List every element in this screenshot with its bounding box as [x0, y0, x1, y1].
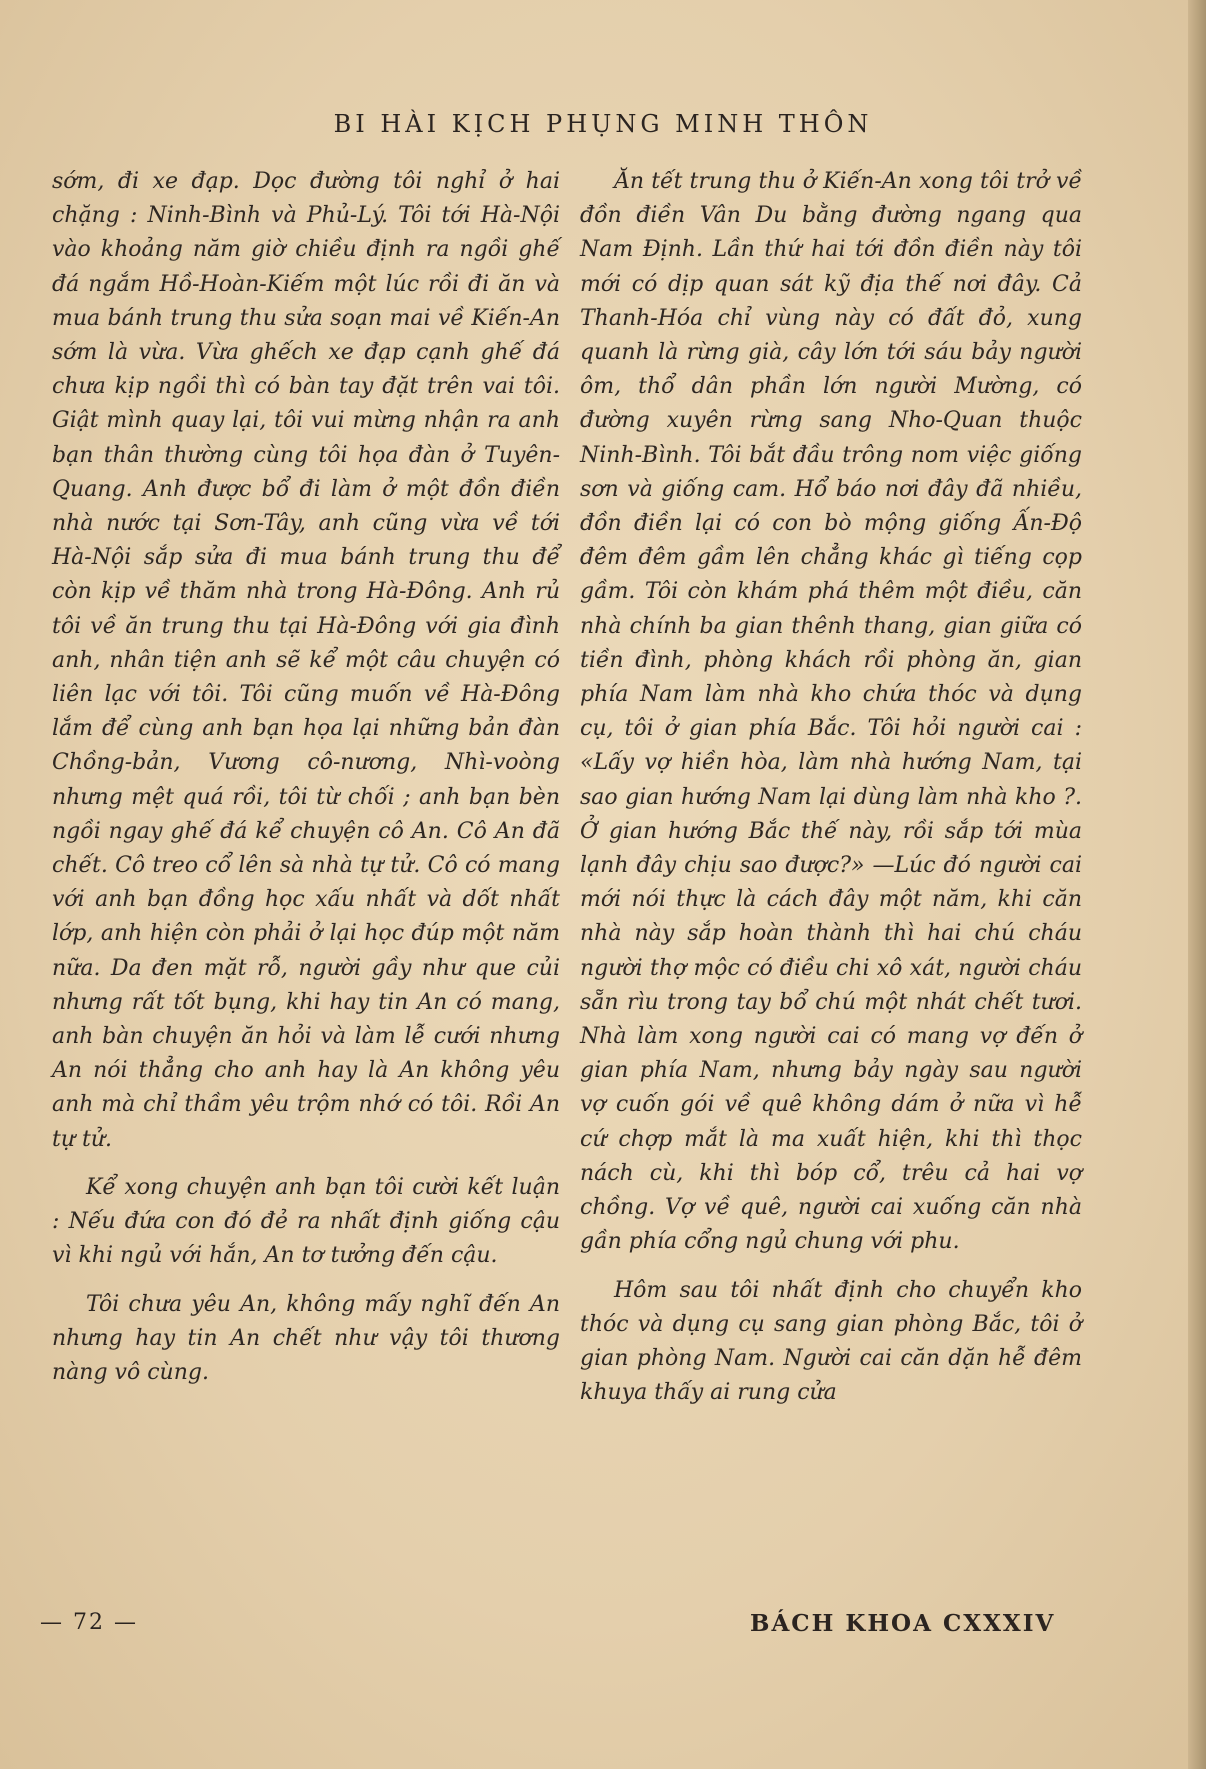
left-column	[52, 165, 560, 1404]
right-column	[580, 165, 1082, 1424]
page-number: — 72 —	[40, 1610, 138, 1635]
page-title: BI HÀI KỊCH PHỤNG MINH THÔN	[333, 110, 873, 138]
paper-edge	[1188, 0, 1206, 1769]
paragraph: Hôm sau tôi nhất định cho chuyển kho thóc và dụng cụ sang gian phòng Bắc, tôi ở gian phòng Nam. Người cai căn dặn hễ đêm khuya thấy ai rung cửa	[580, 1277, 1082, 1406]
paragraph: Tôi chưa yêu An, không mấy nghĩ đến An nhưng hay tin An chết như vậy tôi thương nàng vô cùng.	[52, 1291, 560, 1385]
paragraph: Ăn tết trung thu ở Kiến-An xong tôi trở về đồn điền Vân Du bằng đường ngang qua Nam Định. Lần thứ hai tới đồn điền này tôi mới có dịp quan sát kỹ địa thế nơi đây. Cả Thanh-Hóa chỉ vùng này có đất đỏ, xung quanh là rừng già, cây lớn tới sáu bảy người ôm, thổ dân phần lớn người Mường, có đường xuyên rừng sang Nho-Quan thuộc Ninh-Bình. Tôi bắt đầu trông nom việc giống sơn và giống cam. Hổ báo nơi đây đã nhiều, đồn điền lại có con bò mộng giống Ấn-Độ đêm đêm gầm lên chẳng khác gì tiếng cọp gầm. Tôi còn khám phá thêm một điều, căn nhà chính ba gian thênh thang, gian giữa có tiền đình, phòng khách rồi phòng ăn, gian phía Nam làm nhà kho chứa thóc và dụng cụ, tôi ở gian phía Bắc. Tôi hỏi người cai : «Lấy vợ hiền hòa, làm nhà hướng Nam, tại sao gian hướng Nam lại dùng làm nhà kho ?. Ở gian hướng Bắc thế này, rồi sắp tới mùa lạnh đây chịu sao được?» —Lúc đó người cai mới nói thực là cách đây một năm, khi căn nhà này sắp hoàn thành thì hai chú cháu người thợ mộc có điều chi xô xát, người cháu sẵn rìu trong tay bổ chú một nhát chết tươi. Nhà làm xong người cai có mang vợ đến ở gian phía Nam, nhưng bảy ngày sau người vợ cuốn gói về quê không dám ở nữa vì hễ cứ chợp mắt là ma xuất hiện, khi thì thọc nách cù, khi thì bóp cổ, trêu cả hai vợ chồng. Vợ về quê, người cai xuống căn nhà gần phía cổng ngủ chung với phu.	[580, 169, 1082, 1255]
paragraph: sớm, đi xe đạp. Dọc đường tôi nghỉ ở hai chặng : Ninh-Bình và Phủ-Lý. Tôi tới Hà-Nội vào khoảng năm giờ chiều định ra ngồi ghế đá ngắm Hồ-Hoàn-Kiếm một lúc rồi đi ăn và mua bánh trung thu sửa soạn mai về Kiến-An sớm là vừa. Vừa ghếch xe đạp cạnh ghế đá chưa kịp ngồi thì có bàn tay đặt trên vai tôi. Giật mình quay lại, tôi vui mừng nhận ra anh bạn thân thường cùng tôi họa đàn ở Tuyên-Quang. Anh được bổ đi làm ở một đồn điền nhà nước tại Sơn-Tây, anh cũng vừa về tới Hà-Nội sắp sửa đi mua bánh trung thu để còn kịp về thăm nhà trong Hà-Đông. Anh rủ tôi về ăn trung thu tại Hà-Đông với gia đình anh, nhân tiện anh sẽ kể một câu chuyện có liên lạc với tôi. Tôi cũng muốn về Hà-Đông lắm để cùng anh bạn họa lại những bản đàn Chồng-bản, Vương cô-nương, Nhì-voòng nhưng mệt quá rồi, tôi từ chối ; anh bạn bèn ngồi ngay ghế đá kể chuyện cô An. Cô An đã chết. Cô treo cổ lên sà nhà tự tử. Cô có mang với anh bạn đồng học xấu nhất và dốt nhất lớp, anh hiện còn phải ở lại học đúp một năm nữa. Da đen mặt rỗ, người gầy như que củi nhưng rất tốt bụng, khi hay tin An có mang, anh bàn chuyện ăn hỏi và làm lễ cưới nhưng An nói thẳng cho anh hay là An không yêu anh mà chỉ thầm yêu trộm nhớ có tôi. Rồi An tự tử.	[52, 169, 560, 1152]
magazine-name: BÁCH KHOA CXXXIV	[750, 1610, 1056, 1637]
paragraph: Kể xong chuyện anh bạn tôi cười kết luận : Nếu đứa con đó đẻ ra nhất định giống cậu vì khi ngủ với hắn, An tơ tưởng đến cậu.	[52, 1174, 560, 1269]
